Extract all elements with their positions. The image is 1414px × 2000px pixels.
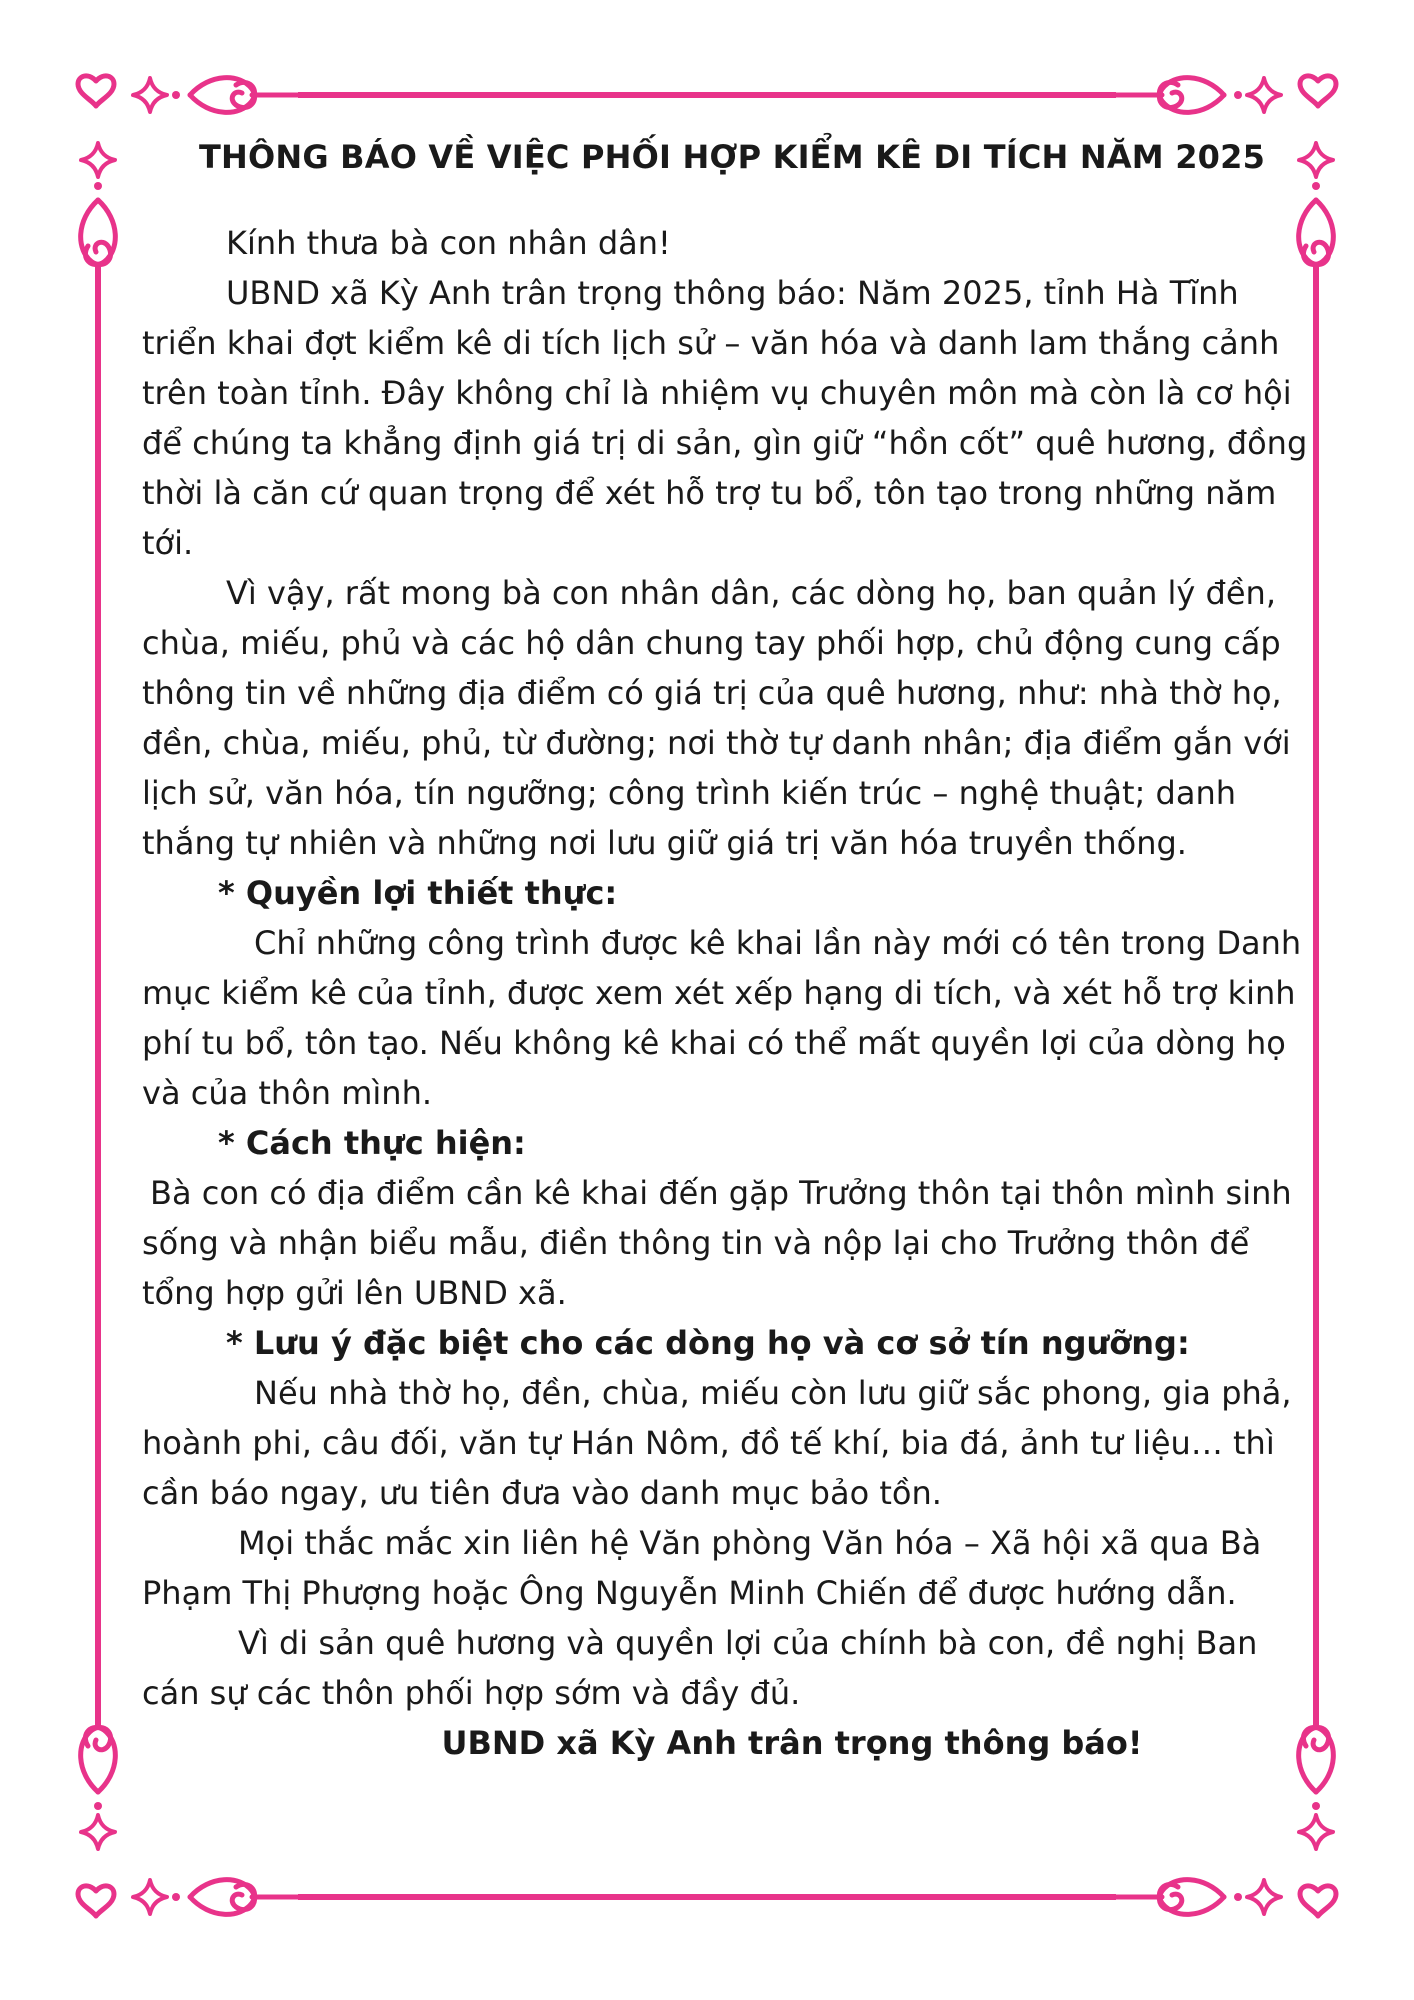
star-icon (1247, 1880, 1281, 1914)
closing-line: UBND xã Kỳ Anh trân trọng thông báo! (441, 1724, 1143, 1762)
note-heading: * Lưu ý đặc biệt cho các dòng họ và cơ sở tín ngưỡng: (226, 1324, 1190, 1362)
swirl-ornament-icon (1104, 1880, 1242, 1915)
note-paragraph: Nếu nhà thờ họ, đền, chùa, miếu còn lưu giữ sắc phong, gia phả, hoành phi, câu đối, văn tự Hán Nôm, đồ tế khí, bia đá, ảnh tư liệu… thì cần báo ngay, ưu tiên đưa vào danh mục bảo tồn. (142, 1374, 1292, 1512)
swirl-ornament-icon (172, 1880, 310, 1915)
star-icon (81, 1815, 115, 1849)
appeal-paragraph: Vì di sản quê hương và quyền lợi của chính bà con, đề nghị Ban cán sự các thôn phối hợp sớm và đầy đủ. (142, 1624, 1258, 1712)
star-icon (133, 1880, 167, 1914)
method-heading: * Cách thực hiện: (218, 1124, 526, 1162)
contact-paragraph: Mọi thắc mắc xin liên hệ Văn phòng Văn hóa – Xã hội xã qua Bà Phạm Thị Phượng hoặc Ông Nguyễn Minh Chiến để được hướng dẫn. (142, 1524, 1262, 1612)
heart-icon (1300, 1886, 1336, 1916)
notice-body (142, 218, 1322, 1768)
heart-icon (78, 76, 114, 106)
notice-title: THÔNG BÁO VỀ VIỆC PHỐI HỢP KIỂM KÊ DI TÍCH NĂM 2025 (198, 138, 1266, 176)
intro-paragraph: UBND xã Kỳ Anh trân trọng thông báo: Năm 2025, tỉnh Hà Tĩnh triển khai đợt kiểm kê di tích lịch sử – văn hóa và danh lam thắng cảnh trên toàn tỉnh. Đây không chỉ là nhiệm vụ chuyên môn mà còn là cơ hội để chúng ta khẳng định giá trị di sản, gìn giữ “hồn cốt” quê hương, đồng thời là căn cứ quan trọng để xét hỗ trợ tu bổ, tôn tạo trong những năm tới. (142, 274, 1308, 562)
star-icon (1247, 78, 1281, 112)
swirl-ornament-icon (1104, 78, 1242, 113)
swirl-ornament-icon (81, 182, 116, 265)
heart-icon (78, 1886, 114, 1916)
notice-content (142, 138, 1322, 1768)
request-paragraph: Vì vậy, rất mong bà con nhân dân, các dòng họ, ban quản lý đền, chùa, miếu, phủ và các hộ dân chung tay phối hợp, chủ động cung cấp thông tin về những địa điểm có giá trị của quê hương, như: nhà thờ họ, đền, chùa, miếu, phủ, từ đường; nơi thờ tự danh nhân; địa điểm gắn với lịch sử, văn hóa, tín ngưỡng; công trình kiến trúc – nghệ thuật; danh thắng tự nhiên và những nơi lưu giữ giá trị văn hóa truyền thống. (142, 574, 1291, 862)
star-icon (133, 78, 167, 112)
benefits-heading: * Quyền lợi thiết thực: (218, 874, 618, 912)
benefits-paragraph: Chỉ những công trình được kê khai lần này mới có tên trong Danh mục kiểm kê của tỉnh, được xem xét xếp hạng di tích, và xét hỗ trợ kinh phí tu bổ, tôn tạo. Nếu không kê khai có thể mất quyền lợi của dòng họ và của thôn mình. (142, 924, 1302, 1112)
swirl-ornament-icon (172, 78, 310, 113)
heart-icon (1300, 76, 1336, 106)
star-icon (1299, 1815, 1333, 1849)
swirl-ornament-icon (81, 1727, 116, 1810)
method-paragraph: Bà con có địa điểm cần kê khai đến gặp Trưởng thôn tại thôn mình sinh sống và nhận biểu mẫu, điền thông tin và nộp lại cho Trưởng thôn để tổng hợp gửi lên UBND xã. (142, 1174, 1292, 1312)
star-icon (81, 143, 115, 177)
salutation: Kính thưa bà con nhân dân! (226, 224, 671, 262)
